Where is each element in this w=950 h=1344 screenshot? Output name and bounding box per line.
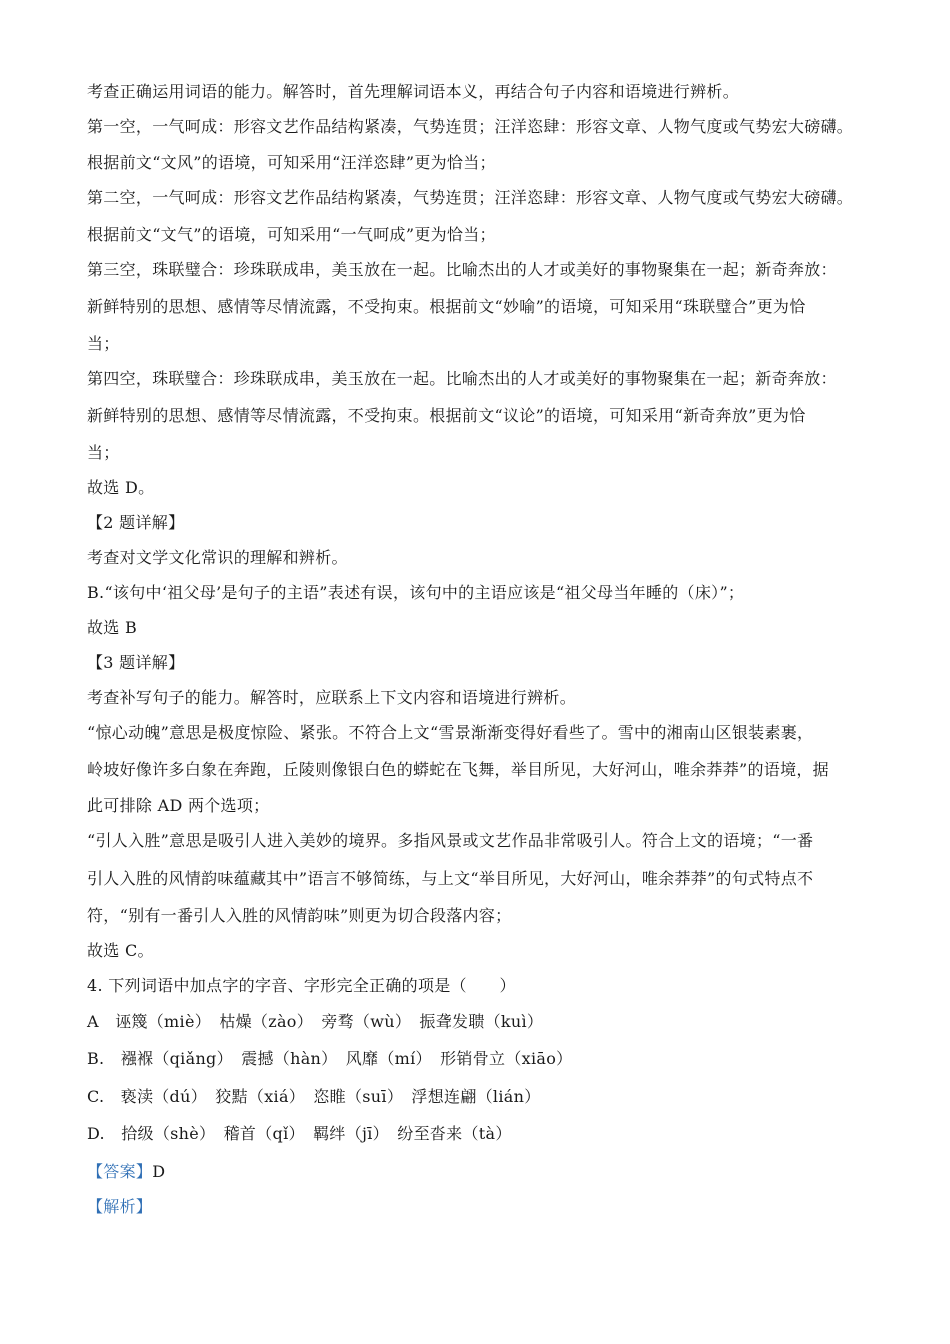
text-line: “引人入胜”意思是吸引人进入美妙的境界。多指风景或文艺作品非常吸引人。符合上文的语境；“一番: [87, 831, 814, 850]
text-line: 第一空，一气呵成：形容文艺作品结构紧凑，气势连贯；汪洋恣肆：形容文章、人物气度或气势宏大磅礴。: [87, 117, 854, 136]
text-line: 新鲜特别的思想、感情等尽情流露，不受拘束。根据前文“妙喻”的语境，可知采用“珠联璧合”更为恰: [87, 297, 806, 316]
section-heading-3: 【3 题详解】: [87, 653, 185, 672]
text-line: 考查补写句子的能力。解答时，应联系上下文内容和语境进行辨析。: [87, 688, 577, 707]
text-line: B.“该句中‘祖父母’是句子的主语”表述有误，该句中的主语应该是“祖父母当年睡的（床）”；: [87, 583, 745, 602]
conclusion-line: 故选 C。: [87, 941, 154, 960]
text-line: 第四空，珠联璧合：珍珠联成串，美玉放在一起。比喻杰出的人才或美好的事物聚集在一起；新奇奔放：: [87, 369, 837, 388]
answer-value: D: [152, 1162, 166, 1181]
text-line: 第二空，一气呵成：形容文艺作品结构紧凑，气势连贯；汪洋恣肆：形容文章、人物气度或气势宏大磅礴。: [87, 188, 854, 207]
text-line: 考查对文学文化常识的理解和辨析。: [87, 548, 348, 567]
analysis-line: [87, 1197, 877, 1217]
text-line: 当；: [87, 443, 120, 462]
text-line: 符，“别有一番引人入胜的风情韵味”则更为切合段落内容；: [87, 906, 512, 925]
text-line: “惊心动魄”意思是极度惊险、紧张。不符合上文“雪景渐渐变得好看些了。雪中的湘南山区银装素裹，: [87, 723, 814, 742]
option-c: C. 亵渎（dú） 狡黠（xiá） 恣睢（suī） 浮想连翩（lián）: [87, 1087, 541, 1106]
answer-label: 【答案】: [87, 1162, 153, 1181]
text-line: 新鲜特别的思想、感情等尽情流露，不受拘束。根据前文“议论”的语境，可知采用“新奇奔放”更为恰: [87, 406, 806, 425]
conclusion-line: 故选 B: [87, 618, 138, 637]
conclusion-line: 故选 D。: [87, 478, 155, 497]
text-line: 考查正确运用词语的能力。解答时，首先理解词语本义，再结合句子内容和语境进行辨析。: [87, 82, 740, 101]
text-line: 根据前文“文气”的语境，可知采用“一气呵成”更为恰当；: [87, 225, 496, 244]
text-line: 引人入胜的风情韵味蕴藏其中”语言不够简练，与上文“举目所见，大好河山，唯余莽莽”的句式特点不: [87, 869, 814, 888]
answer-line: [87, 1162, 877, 1182]
text-line: 岭坡好像许多白象在奔跑，丘陵则像银白色的蟒蛇在飞舞，举目所见，大好河山，唯余莽莽”的语境，据: [87, 760, 829, 779]
question-stem: 4. 下列词语中加点字的字音、字形完全正确的项是（ ）: [87, 976, 516, 995]
text-line: 当；: [87, 334, 120, 353]
option-d: D. 拾级（shè） 稽首（qǐ） 羁绊（jī） 纷至沓来（tà）: [87, 1124, 512, 1143]
text-line: 第三空，珠联璧合：珍珠联成串，美玉放在一起。比喻杰出的人才或美好的事物聚集在一起；新奇奔放：: [87, 260, 837, 279]
section-heading-2: 【2 题详解】: [87, 513, 185, 532]
text-line: 根据前文“文风”的语境，可知采用“汪洋恣肆”更为恰当；: [87, 153, 496, 172]
analysis-label: 【解析】: [87, 1197, 153, 1216]
text-line: 此可排除 AD 两个选项；: [87, 796, 270, 815]
option-b: B. 襁褓（qiǎng） 震撼（hàn） 风靡（mí） 形销骨立（xiāo）: [87, 1049, 573, 1068]
option-a: A 诬篾（miè） 枯燥（zào） 旁骛（wù） 振聋发聩（kuì）: [87, 1012, 544, 1031]
